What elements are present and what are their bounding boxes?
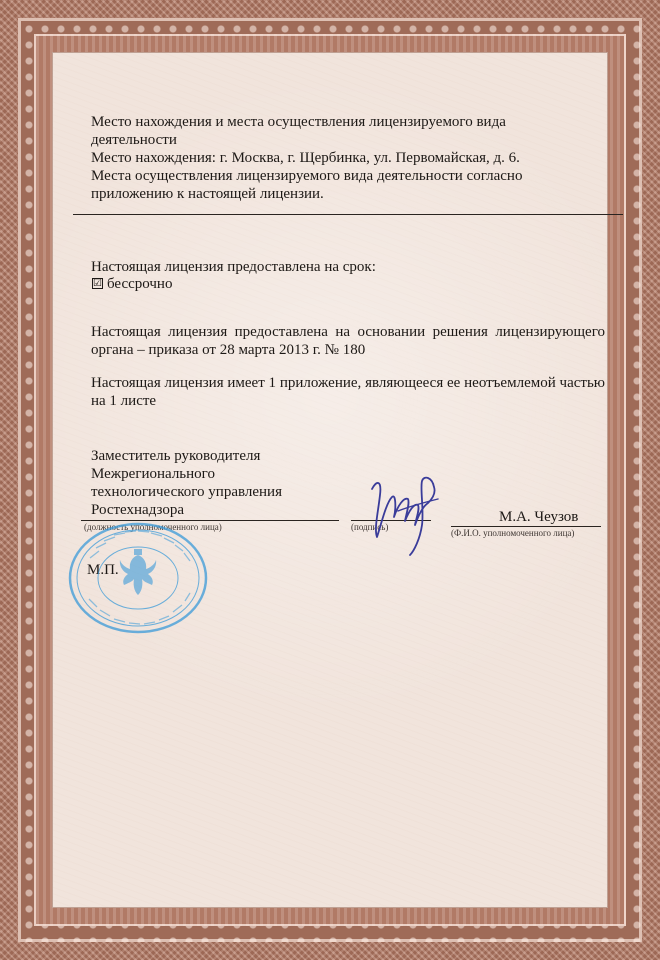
location-address: Место нахождения: г. Москва, г. Щербинка, ул. Первомайская, д. 6. bbox=[91, 150, 520, 166]
location-activity-line1: Места осуществления лицензируемого вида деятельности согласно bbox=[91, 168, 523, 184]
position-caption: (должность уполномоченного лица) bbox=[84, 522, 222, 532]
appendix-text: Настоящая лицензия имеет 1 приложение, являющееся ее неотъемлемой частью на 1 листе bbox=[91, 375, 605, 409]
basis-text: Настоящая лицензия предоставлена на основании решения лицензирующего органа – приказа от 28 марта 2013 г. № 180 bbox=[91, 324, 605, 358]
name-underline bbox=[451, 526, 601, 527]
signature-caption: (подпись) bbox=[351, 522, 389, 532]
location-heading-line2: деятельности bbox=[91, 132, 177, 148]
term-option: бессрочно bbox=[107, 276, 173, 292]
checkbox-icon: ☑ bbox=[93, 278, 102, 289]
term-label: Настоящая лицензия предоставлена на срок: bbox=[91, 259, 376, 275]
name-caption: (Ф.И.О. уполномоченного лица) bbox=[451, 528, 575, 538]
location-underline bbox=[73, 214, 623, 215]
location-heading-line1: Место нахождения и места осуществления лицензируемого вида bbox=[91, 114, 506, 130]
stamp-label: М.П. bbox=[87, 562, 119, 578]
signature-icon bbox=[352, 459, 452, 559]
official-seal-icon bbox=[66, 521, 211, 636]
signatory-name: М.А. Чеузов bbox=[499, 509, 579, 525]
location-activity-line2: приложению к настоящей лицензии. bbox=[91, 186, 324, 202]
signatory-position: Заместитель руководителя Межрегионального технологического управления Ростехнадзора bbox=[91, 448, 282, 518]
document-body bbox=[52, 52, 608, 908]
